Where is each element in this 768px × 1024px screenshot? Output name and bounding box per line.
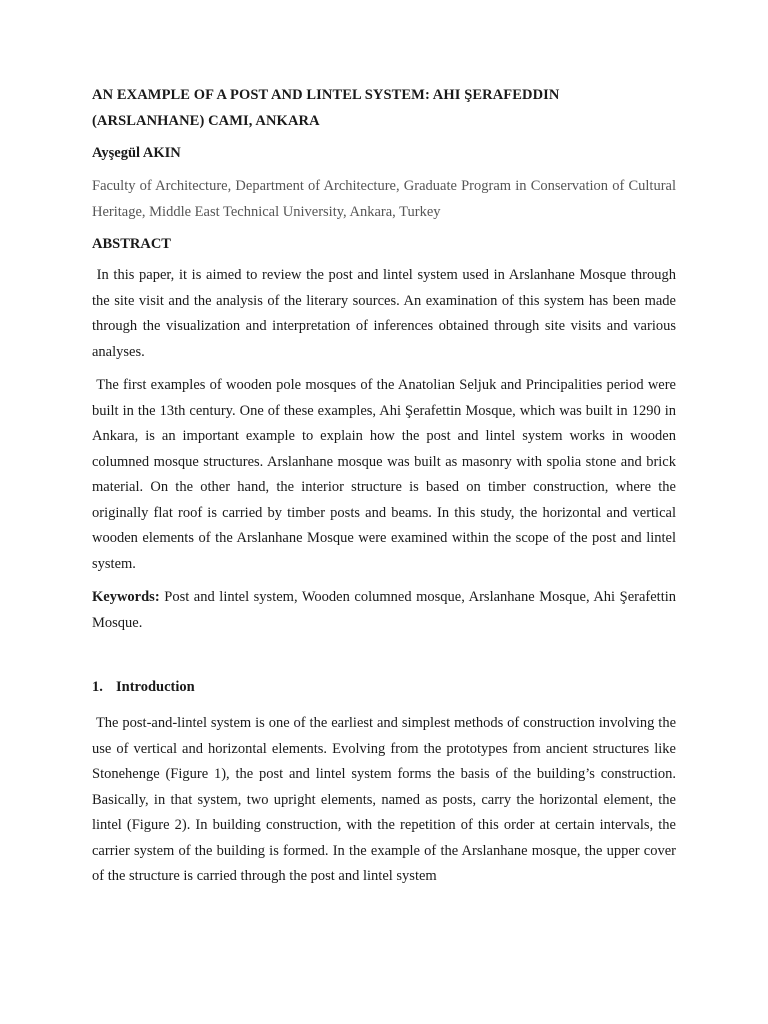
abstract-paragraph-1-text: In this paper, it is aimed to review the post and lintel system used in Arslanhane Mosque through the site visit and the analysis of the literary sources. An examination of this system has been made through the visualization and interpretation of inferences obtained through site visits and various analyses. bbox=[92, 267, 676, 360]
paper-page bbox=[92, 82, 676, 898]
title-line-2: (ARSLANHANE) CAMI, ANKARA bbox=[92, 113, 320, 129]
keywords-text: Post and lintel system, Wooden columned mosque, Arslanhane Mosque, Ahi Şerafettin Mosque. bbox=[92, 589, 677, 631]
author-name: Ayşegül AKIN bbox=[92, 145, 181, 161]
section-heading-introduction bbox=[92, 676, 676, 698]
introduction-paragraph-1 bbox=[92, 711, 676, 890]
paper-title bbox=[92, 82, 676, 134]
section-title: Introduction bbox=[116, 679, 195, 695]
abstract-paragraph-2 bbox=[92, 373, 676, 577]
introduction-paragraph-1-text: The post-and-lintel system is one of the earliest and simplest methods of construction involving the use of vertical and horizontal elements. Evolving from the prototypes from ancient structures like Stonehenge (Figure 1), the post and lintel system forms the basis of the building’s construction. Basically, in that system, two upright elements, named as posts, carry the horizontal element, the lintel (Figure 2). In building construction, with the repetition of this order at certain intervals, the carrier system of the building is formed. In the example of the Arslanhane mosque, the upper cover of the structure is carried through the post and lintel system bbox=[92, 715, 677, 884]
title-line-1: AN EXAMPLE OF A POST AND LINTEL SYSTEM: AHI ŞERAFEDDIN bbox=[92, 87, 560, 103]
author-affiliation: Faculty of Architecture, Department of Architecture, Graduate Program in Conservation of Cultural Heritage, Middle East Technical University, Ankara, Turkey bbox=[92, 178, 676, 220]
abstract-paragraph-2-text: The first examples of wooden pole mosques of the Anatolian Seljuk and Principalities period were built in the 13th century. One of these examples, Ahi Şerafettin Mosque, which was built in 1290 in Ankara, is an important example to explain how the post and lintel system works in wooden columned mosque structures. Arslanhane mosque was built as masonry with spolia stone and brick material. On the other hand, the interior structure is based on timber construction, where the originally flat roof is carried by timber posts and beams. In this study, the horizontal and vertical wooden elements of the Arslanhane Mosque were examined within the scope of the post and lintel system. bbox=[92, 377, 676, 572]
section-number: 1. bbox=[92, 679, 103, 695]
abstract-heading: ABSTRACT bbox=[92, 236, 171, 252]
keywords-label: Keywords: bbox=[92, 589, 160, 605]
abstract-paragraph-1 bbox=[92, 263, 676, 365]
keywords bbox=[92, 585, 676, 636]
